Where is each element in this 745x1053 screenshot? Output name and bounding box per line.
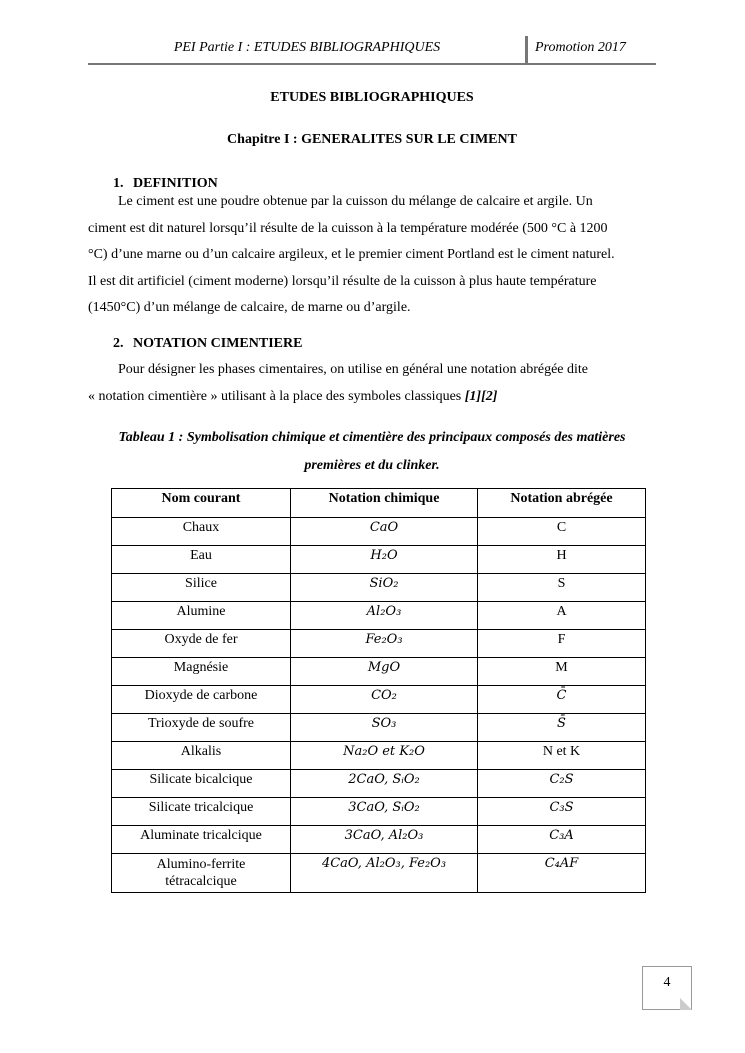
cell-name: Silice [112,574,291,602]
cell-abbrev: S [478,574,646,602]
section-title: DEFINITION [133,176,218,191]
table-row [112,798,646,826]
cell-name: Chaux [112,518,291,546]
cell-name: Eau [112,546,291,574]
section-number: 1. [113,176,124,191]
section-heading-notation [113,336,302,352]
cell-abbrev: F [478,630,646,658]
cell-formula: CO₂ [291,686,478,714]
cell-formula: Na₂O et K₂O [291,742,478,770]
table-caption [88,424,656,480]
page-corner-fold [680,998,692,1010]
cell-formula: 2CaO, SᵢO₂ [291,770,478,798]
cell-formula: 3CaO, SᵢO₂ [291,798,478,826]
cell-abbrev: H [478,546,646,574]
cell-name: Trioxyde de soufre [112,714,291,742]
table-row [112,714,646,742]
cell-abbrev: C̄ [478,686,646,714]
cell-abbrev: S̄ [478,714,646,742]
cell-formula: SiO₂ [291,574,478,602]
table-row [112,826,646,854]
paragraph-line: Il est dit artificiel (ciment moderne) lorsqu’il résulte de la cuisson à plus haute température [88,273,597,289]
cell-abbrev: N et K [478,742,646,770]
table-row [112,602,646,630]
chapter-title: Chapitre I : GENERALITES SUR LE CIMENT [227,132,517,147]
table-header-row [112,489,646,518]
cell-formula: SO₃ [291,714,478,742]
cell-abbrev: A [478,602,646,630]
section-number: 2. [113,336,124,351]
definition-paragraph [88,189,656,322]
column-header: Notation abrégée [478,489,646,518]
cell-formula: CaO [291,518,478,546]
page-title: ETUDES BIBLIOGRAPHIQUES [270,90,474,105]
cell-name: Alumine [112,602,291,630]
cell-abbrev: C₃A [478,826,646,854]
cell-formula: MgO [291,658,478,686]
table-row [112,854,646,893]
running-header-title: PEI Partie I : ETUDES BIBLIOGRAPHIQUES [173,40,441,55]
table-row [112,546,646,574]
paragraph-line: « notation cimentière » utilisant à la place des symboles classiques [1][2] [88,388,498,404]
cell-formula: Fe₂O₃ [291,630,478,658]
cell-name: Silicate bicalcique [112,770,291,798]
column-header: Notation chimique [291,489,478,518]
paragraph-line: (1450°C) d’un mélange de calcaire, de marne ou d’argile. [88,300,411,315]
paragraph-line: ciment est dit naturel lorsqu’il résulte de la cuisson à la température modérée (500 °C à 1200 [88,220,608,236]
table-row [112,630,646,658]
cell-abbrev: C₄AF [478,854,646,893]
cell-abbrev: M [478,658,646,686]
caption-line: premières et du clinker. [304,458,440,473]
cell-name: Oxyde de fer [112,630,291,658]
table-row [112,742,646,770]
paragraph-line: °C) d’une marne ou d’un calcaire argileux, et le premier ciment Portland est le ciment naturel. [88,247,615,262]
cell-name: Aluminate tricalcique [112,826,291,854]
section-title: NOTATION CIMENTIERE [133,336,303,351]
cell-formula: Al₂O₃ [291,602,478,630]
cell-name: Alkalis [112,742,291,770]
cell-name: Alumino-ferrite tétracalcique [112,854,291,893]
cell-formula: 3CaO, Al₂O₃ [291,826,478,854]
paragraph-line: Pour désigner les phases cimentaires, on utilise en général une notation abrégée dite [118,362,589,377]
notation-table [111,488,646,893]
table-row [112,770,646,798]
running-header-promotion: Promotion 2017 [535,40,626,55]
table-row [112,518,646,546]
cell-name: Silicate tricalcique [112,798,291,826]
cell-abbrev: C₃S [478,798,646,826]
table-row [112,574,646,602]
cell-formula: 4CaO, Al₂O₃, Fe₂O₃ [291,854,478,893]
table-row [112,658,646,686]
cell-name: Magnésie [112,658,291,686]
caption-line: Tableau 1 : Symbolisation chimique et cimentière des principaux composés des matières [118,430,626,445]
paragraph-line: Le ciment est une poudre obtenue par la cuisson du mélange de calcaire et argile. Un [118,194,593,209]
cell-abbrev: C [478,518,646,546]
header-separator [525,36,528,64]
cell-name: Dioxyde de carbone [112,686,291,714]
header-rule [88,63,656,65]
cell-formula: H₂O [291,546,478,574]
page-number: 4 [642,966,692,1010]
cell-abbrev: C₂S [478,770,646,798]
notation-paragraph [88,357,656,410]
column-header: Nom courant [112,489,291,518]
citation-reference[interactable]: [1][2] [464,388,498,404]
table-row [112,686,646,714]
